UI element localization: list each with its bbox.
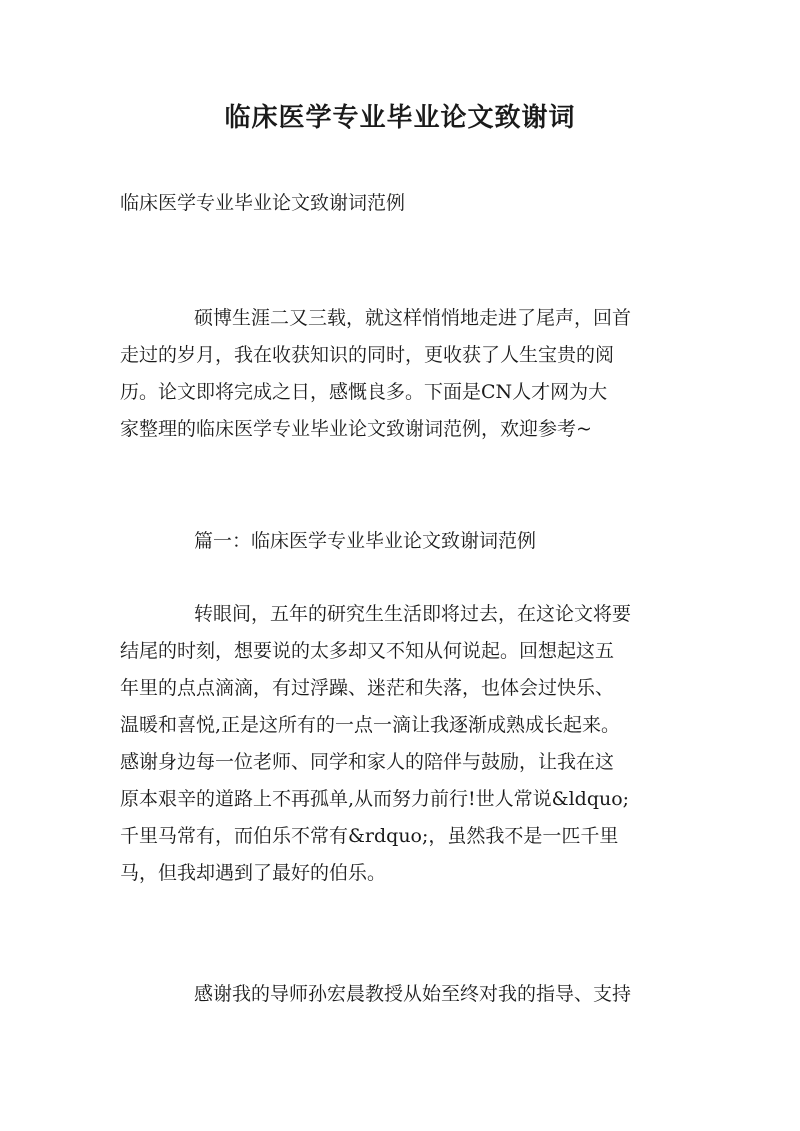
paragraph-line: 马，但我却遇到了最好的伯乐。 <box>120 862 387 884</box>
paragraph-line: 感谢我的导师孙宏晨教授从始至终对我的指导、支持 <box>194 983 632 1005</box>
paragraph-line: 年里的点点滴滴，有过浮躁、迷茫和失落，也体会过快乐、 <box>120 677 615 699</box>
intro-paragraph <box>120 300 688 448</box>
paragraph-line: 历。论文即将完成之日，感慨良多。下面是CN人才网为大 <box>120 381 608 403</box>
section2-paragraph <box>120 976 688 1013</box>
paragraph-line: 千里马常有，而伯乐不常有&rdquo;，虽然我不是一匹千里 <box>120 825 619 847</box>
paragraph-line: 走过的岁月，我在收获知识的同时，更收获了人生宝贵的阅 <box>120 344 615 366</box>
paragraph-line: 硕博生涯二又三载，就这样悄悄地走进了尾声，回首 <box>194 307 632 329</box>
section-heading: 篇一：临床医学专业毕业论文致谢词范例 <box>194 530 537 552</box>
paragraph-line: 结尾的时刻，想要说的太多却又不知从何说起。回想起这五 <box>120 640 615 662</box>
paragraph-line: 温暖和喜悦,正是这所有的一点一滴让我逐渐成熟成长起来。 <box>120 714 621 736</box>
paragraph-line: 转眼间，五年的研究生生活即将过去，在这论文将要 <box>194 603 632 625</box>
section1-paragraph <box>120 596 688 892</box>
paragraph-line: 原本艰辛的道路上不再孤单,从而努力前行!世人常说&ldquo; <box>120 788 630 810</box>
paragraph-line: 家整理的临床医学专业毕业论文致谢词范例，欢迎参考~ <box>120 418 592 440</box>
document-title: 临床医学专业毕业论文致谢词 <box>224 103 576 133</box>
document-subtitle: 临床医学专业毕业论文致谢词范例 <box>120 192 406 214</box>
paragraph-line: 感谢身边每一位老师、同学和家人的陪伴与鼓励，让我在这 <box>120 751 615 773</box>
